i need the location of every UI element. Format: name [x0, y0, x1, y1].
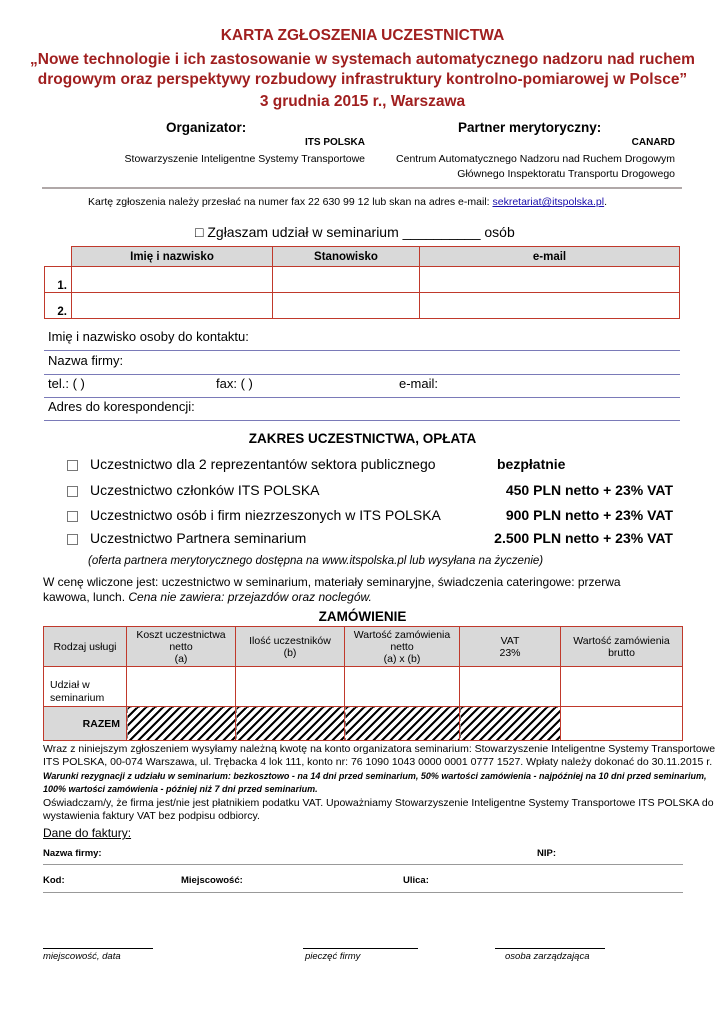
partner-full-line2: Głównego Inspektoratu Transportu Drogowego	[457, 168, 675, 180]
payment-info-line1: Wraz z niniejszym zgłoszeniem wysyłamy należną kwotę na konto organizatora seminarium: Stowarzyszenie Inteligentne Systemy Transportowe	[43, 743, 716, 755]
checkbox-icon[interactable]	[67, 534, 78, 545]
price-includes-line1: W cenę wliczone jest: uczestnictwo w seminarium, materiały seminaryjne, świadczenia cateringowe: przerwa	[43, 575, 621, 589]
invoice-nip-label: NIP:	[537, 848, 556, 859]
tel-label: tel.: ( )	[48, 376, 85, 391]
contact-person-line[interactable]	[44, 350, 680, 351]
order-table	[43, 626, 683, 741]
option-partner[interactable]	[67, 530, 306, 546]
cancellation-line1: Warunki rezygnacji z udziału w seminarium: bezkosztowo - na 14 dni przed seminarium, 50% wartości zamówienia - najpóźniej na 10 dni przed seminarium,	[43, 771, 707, 781]
order-row-service-label	[44, 667, 127, 707]
cancellation-line2: 100% wartości zamówienia - później niż 7 dni przed seminarium.	[43, 783, 318, 794]
vat-statement-line2: wystawienia faktury VAT bez podpisu odbiorcy.	[43, 809, 260, 822]
declare-participation	[195, 224, 515, 240]
order-header-line: 23%	[499, 646, 521, 659]
price-includes-line2	[43, 590, 621, 605]
participant-1-name[interactable]	[72, 267, 273, 293]
send-info-end: .	[604, 196, 608, 208]
price-includes	[43, 575, 621, 605]
option-price: 900 PLN netto + 23% VAT	[505, 507, 673, 523]
order-header-line: (b)	[283, 646, 297, 659]
order-total-label	[44, 707, 127, 741]
partner-name: CANARD	[631, 137, 675, 148]
order-header-line: (a) x (b)	[383, 652, 421, 665]
option-public-sector[interactable]	[67, 456, 436, 472]
order-net-value-cell[interactable]	[345, 667, 460, 707]
contact-person-label: Imię i nazwisko osoby do kontaktu:	[48, 329, 249, 344]
cancellation-terms	[43, 770, 707, 795]
order-header-line: VAT	[500, 634, 520, 647]
order-cost-cell[interactable]	[127, 667, 236, 707]
participant-2-email[interactable]	[420, 293, 680, 319]
scope-title: ZAKRES UCZESTNICTWA, OPŁATA	[248, 431, 477, 446]
participant-row-number: 2.	[45, 293, 72, 319]
signature-line-date[interactable]	[43, 948, 153, 949]
order-total-hatched-cell	[127, 707, 236, 741]
seminar-title	[20, 50, 705, 90]
option-label: Uczestnictwo osób i firm niezrzeszonych w ITS POLSKA	[90, 507, 441, 523]
participant-1-email[interactable]	[420, 267, 680, 293]
seminar-date: 3 grudnia 2015 r., Warszawa	[259, 93, 466, 110]
invoice-title: Dane do faktury:	[43, 826, 132, 840]
seminar-title-line1: „Nowe technologie i ich zastosowanie w systemach automatycznego nadzoru nad ruchem	[30, 51, 695, 68]
participant-2-position[interactable]	[273, 293, 420, 319]
order-header-service	[44, 627, 127, 667]
order-header-line: Wartość zamówienia	[353, 628, 451, 641]
participant-1-position[interactable]	[273, 267, 420, 293]
phone-line[interactable]	[44, 397, 680, 398]
invoice-company-label: Nazwa firmy:	[43, 848, 102, 859]
vat-statement-line1: Oświadczam/y, że firma jest/nie jest płatnikiem podatku VAT. Upoważniamy Stowarzyszenie Inteligentne Systemy Transportowe ITS POLSKA do	[43, 797, 714, 809]
address-label: Adres do korespondencji:	[48, 399, 195, 414]
invoice-code-label: Kod:	[43, 875, 65, 886]
form-title: KARTA ZGŁOSZENIA UCZESTNICTWA	[220, 27, 505, 44]
payment-info	[43, 743, 715, 768]
option-price: bezpłatnie	[497, 456, 566, 472]
order-header-line: brutto	[608, 646, 635, 659]
order-vat-cell[interactable]	[460, 667, 561, 707]
option-members[interactable]	[67, 482, 320, 498]
order-total-hatched-cell	[236, 707, 345, 741]
email-link[interactable]: sekretariat@itspolska.pl	[492, 196, 605, 208]
participants-header-name: Imię i nazwisko	[72, 247, 273, 267]
address-line[interactable]	[44, 420, 680, 421]
organizer-name: ITS POLSKA	[304, 137, 365, 148]
organizer-full-name: Stowarzyszenie Inteligentne Systemy Transportowe	[124, 153, 365, 165]
company-name-line[interactable]	[44, 374, 680, 375]
order-header-service-text: Rodzaj usługi	[53, 640, 117, 653]
checkbox-icon[interactable]	[67, 511, 78, 522]
invoice-company-line[interactable]	[43, 864, 683, 865]
send-info-text: Kartę zgłoszenia należy przesłać na numer fax 22 630 99 12 lub skan na adres e-mail:	[88, 196, 493, 208]
order-header-line: Wartość zamówienia	[573, 634, 670, 647]
partner-full-line1: Centrum Automatycznego Nadzoru nad Ruchem Drogowym	[396, 153, 675, 165]
participants-header-email: e-mail	[420, 247, 680, 267]
order-header-line: netto	[390, 640, 414, 653]
order-title: ZAMÓWIENIE	[318, 609, 407, 624]
order-gross-value-cell[interactable]	[561, 667, 683, 707]
signature-line-stamp[interactable]	[303, 948, 418, 949]
organizer-label: Organizator:	[166, 120, 247, 135]
order-header-line: Koszt uczestnictwa	[136, 628, 226, 641]
participants-header-position: Stanowisko	[273, 247, 420, 267]
order-total-text: RAZEM	[82, 717, 120, 730]
participants-corner-cell	[45, 247, 72, 267]
signature-date-label: miejscowość, data	[43, 951, 121, 962]
order-row-label-line: seminarium	[50, 692, 105, 704]
header-divider	[42, 187, 682, 189]
fax-label: fax: ( )	[216, 376, 253, 391]
invoice-city-label: Miejscowość:	[181, 875, 243, 886]
order-total-gross-cell[interactable]	[561, 707, 683, 741]
participant-row-number: 1.	[45, 267, 72, 293]
option-label: Uczestnictwo dla 2 reprezentantów sektora publicznego	[90, 456, 436, 472]
participant-2-name[interactable]	[72, 293, 273, 319]
declare-text: Zgłaszam udział w seminarium __________ osób	[207, 224, 515, 240]
option-price: 2.500 PLN netto + 23% VAT	[494, 530, 673, 546]
partner-offer-note: (oferta partnera merytorycznego dostępna na www.itspolska.pl lub wysyłana na życzenie)	[88, 555, 544, 567]
order-header-net-value	[345, 627, 460, 667]
contact-email-label: e-mail:	[399, 376, 439, 391]
price-includes-text: kawowa, lunch.	[43, 590, 129, 604]
invoice-street-label: Ulica:	[403, 875, 429, 886]
invoice-address-line[interactable]	[43, 892, 683, 893]
order-header-quantity	[236, 627, 345, 667]
option-non-members[interactable]	[67, 507, 441, 523]
checkbox-icon[interactable]	[67, 460, 78, 471]
send-info	[88, 196, 607, 208]
declare-checkbox[interactable]: □	[195, 224, 204, 240]
signature-stamp-label: pieczęć firmy	[305, 951, 361, 962]
order-total-hatched-cell	[345, 707, 460, 741]
partner-label: Partner merytoryczny:	[458, 120, 602, 135]
option-label: Uczestnictwo Partnera seminarium	[90, 530, 307, 546]
price-excludes: Cena nie zawiera: przejazdów oraz noclegów.	[128, 590, 372, 604]
order-header-vat	[460, 627, 561, 667]
participants-table	[44, 246, 680, 319]
order-header-line: netto	[169, 640, 193, 653]
order-header-gross-value	[561, 627, 683, 667]
order-header-line: (a)	[174, 652, 188, 665]
order-quantity-cell[interactable]	[236, 667, 345, 707]
order-header-cost	[127, 627, 236, 667]
signature-person-label: osoba zarządzająca	[505, 951, 590, 962]
signature-line-person[interactable]	[495, 948, 605, 949]
order-header-line: Ilość uczestników	[249, 634, 331, 647]
seminar-title-line2: drogowym oraz perspektywy rozbudowy infrastruktury kontrolno-pomiarowej w Polsce”	[37, 71, 688, 88]
order-row-label-line: Udział w	[50, 679, 90, 691]
company-name-label: Nazwa firmy:	[48, 353, 124, 368]
checkbox-icon[interactable]	[67, 486, 78, 497]
option-price: 450 PLN netto + 23% VAT	[505, 482, 673, 498]
option-label: Uczestnictwo członków ITS POLSKA	[90, 482, 320, 498]
order-total-hatched-cell	[460, 707, 561, 741]
payment-info-line2: ITS POLSKA, 00-074 Warszawa, ul. Trębacka 4 lok 111, konto nr: 76 1090 1043 0000 0001 0777 1527. Wpłaty należy dokonać do 30.11.2015 r.	[43, 755, 713, 768]
vat-statement	[43, 797, 714, 822]
